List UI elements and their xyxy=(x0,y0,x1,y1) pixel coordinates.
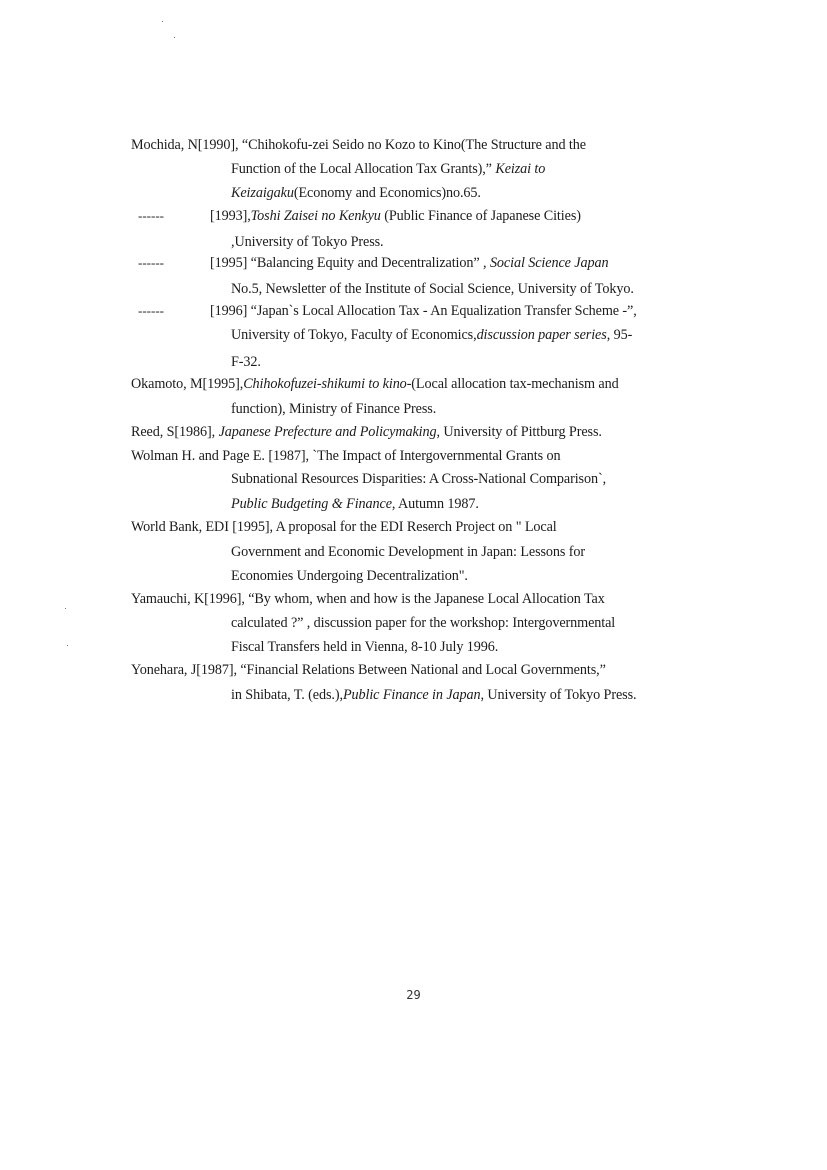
reference-text: No.5, Newsletter of the Institute of Social Science, University of Tokyo. xyxy=(231,281,634,297)
italic-title: Chihokofuzei-shikumi to kino xyxy=(243,376,407,392)
page-number: 29 xyxy=(406,988,421,1002)
italic-title: Keizaigaku xyxy=(231,185,294,201)
reference-text: Function of the Local Allocation Tax Grants),” xyxy=(231,161,496,177)
reference-text: , 95- xyxy=(606,327,633,343)
italic-title: Japanese Prefecture and Policymaking xyxy=(218,424,437,440)
reference-line xyxy=(210,301,637,321)
reference-text: Subnational Resources Disparities: A Cross-National Comparison`, xyxy=(231,471,607,487)
reference-text: ,University of Tokyo Press. xyxy=(231,234,384,250)
reference-text: F-32. xyxy=(231,354,261,370)
reference-text: Mochida, N[1990], “Chihokofu-zei Seido no Kozo to Kino(The Structure and the xyxy=(131,137,586,153)
reference-text: [1996] “Japan`s Local Allocation Tax - An Equalization Transfer Scheme -”, xyxy=(210,303,637,319)
italic-title: Toshi Zaisei no Kenkyu xyxy=(250,208,381,224)
reference-text: [1993], xyxy=(210,208,251,224)
reference-line xyxy=(131,374,619,394)
reference-text: (Economy and Economics)no.65. xyxy=(293,185,481,201)
reference-text: [1995] “Balancing Equity and Decentralization” , xyxy=(210,255,490,271)
reference-text: , Autumn 1987. xyxy=(391,496,479,512)
reference-line xyxy=(231,685,636,705)
same-author-dash: ------ xyxy=(138,255,164,270)
same-author-dash: ------ xyxy=(138,303,164,318)
reference-text: , University of Tokyo Press. xyxy=(480,687,637,703)
italic-title: Keizai to xyxy=(495,161,546,177)
reference-text: function), Ministry of Finance Press. xyxy=(231,401,437,417)
reference-text: (Public Finance of Japanese Cities) xyxy=(380,208,581,224)
italic-title: Social Science Japan xyxy=(489,255,609,271)
reference-line xyxy=(231,494,479,514)
reference-line xyxy=(231,566,468,586)
reference-line xyxy=(131,660,606,680)
italic-title: Public Budgeting & Finance xyxy=(231,496,392,512)
reference-text: Government and Economic Development in Japan: Lessons for xyxy=(231,544,586,560)
italic-title: Public Finance in Japan xyxy=(342,687,481,703)
reference-text: World Bank, EDI [1995], A proposal for the EDI Reserch Project on " Local xyxy=(131,519,557,535)
reference-line xyxy=(210,206,581,226)
reference-text: Reed, S[1986], xyxy=(131,424,219,440)
reference-line xyxy=(231,183,481,203)
reference-text: , University of Pittburg Press. xyxy=(436,424,602,440)
reference-line xyxy=(231,352,261,372)
reference-line xyxy=(231,399,436,419)
reference-line xyxy=(231,279,634,299)
reference-line xyxy=(131,517,557,537)
reference-line xyxy=(231,542,585,562)
reference-text: Fiscal Transfers held in Vienna, 8-10 July 1996. xyxy=(231,639,499,655)
same-author-dash: ------ xyxy=(138,208,164,223)
reference-line xyxy=(231,637,498,657)
reference-text: Wolman H. and Page E. [1987], `The Impact of Intergovernmental Grants on xyxy=(131,448,561,464)
reference-text: Economies Undergoing Decentralization". xyxy=(231,568,468,584)
reference-line xyxy=(210,253,608,273)
reference-text: calculated ?” , discussion paper for the workshop: Intergovernmental xyxy=(231,615,616,631)
reference-line xyxy=(131,589,605,609)
reference-line xyxy=(131,135,586,155)
reference-text: in Shibata, T. (eds.), xyxy=(231,687,343,703)
reference-text: -(Local allocation tax-mechanism and xyxy=(406,376,619,392)
reference-text: Okamoto, M[1995], xyxy=(131,376,244,392)
reference-line xyxy=(231,232,384,252)
reference-line xyxy=(131,422,602,442)
reference-line xyxy=(231,159,545,179)
reference-line xyxy=(231,613,615,633)
reference-text: Yamauchi, K[1996], “By whom, when and how is the Japanese Local Allocation Tax xyxy=(131,591,605,607)
reference-line xyxy=(231,325,632,345)
italic-title: discussion paper series xyxy=(476,327,607,343)
reference-text: University of Tokyo, Faculty of Economics, xyxy=(231,327,477,343)
reference-text: Yonehara, J[1987], “Financial Relations Between National and Local Governments,” xyxy=(131,662,606,678)
reference-line xyxy=(231,469,606,489)
reference-line xyxy=(131,446,561,466)
